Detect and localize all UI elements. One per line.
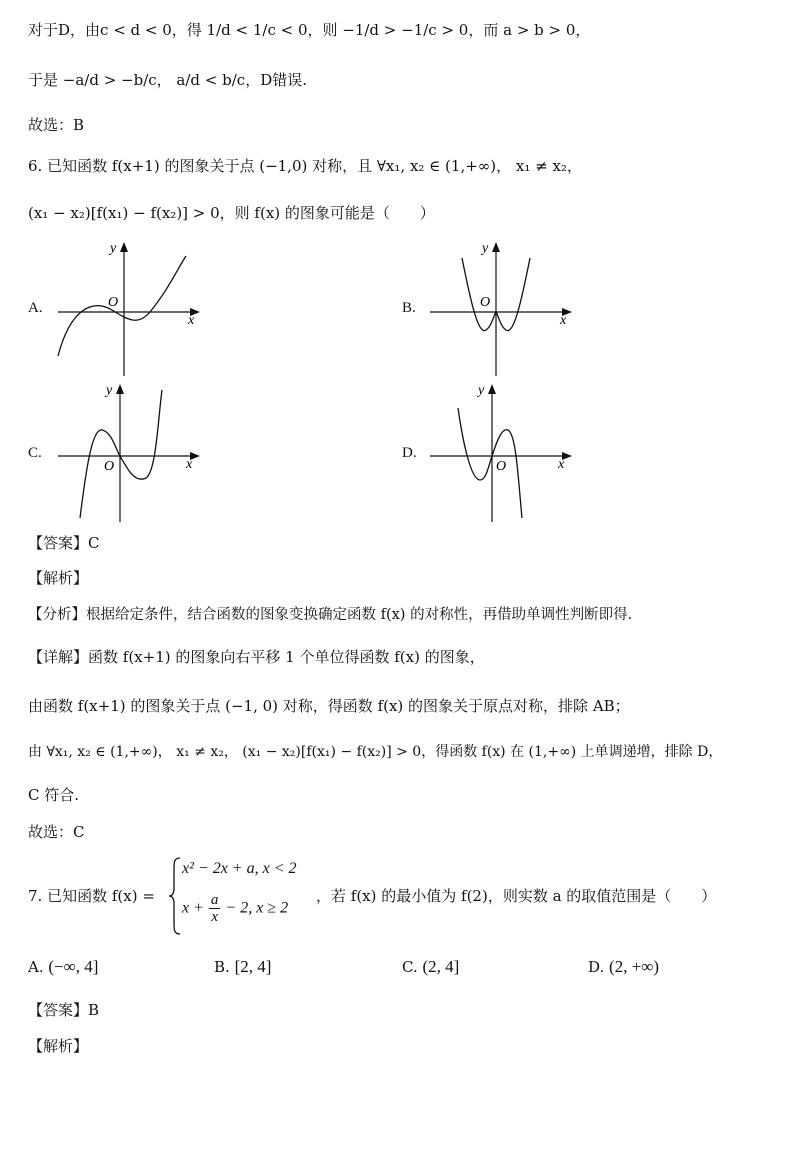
q6-stem-line-1: 6. 已知函数 f(x+1) 的图象关于点 (−1,0) 对称，且 ∀x₁, x₂ ∈ (1,+∞)， x₁ ≠ x₂， [28,157,582,175]
q6-graph-a [50,238,210,378]
q7-stem-prefix: 7. 已知函数 f(x) = [28,887,155,905]
q6-option-d-label: D. [402,445,417,461]
q7-option-b [214,957,271,977]
x-axis-label: x [558,457,565,472]
q6-analysis-heading: 【解析】 [28,569,89,587]
q7-piece-2-fraction [209,892,221,925]
y-axis-arrow-icon [120,242,128,252]
q6-option-c-label: C. [28,445,42,461]
y-axis-label: y [106,383,113,398]
q7-option-b-label: B. [214,958,230,976]
q7-answer: 【答案】B [28,1001,100,1019]
q7-option-a-label: A. [28,958,44,976]
origin-label: O [104,459,115,474]
q7-option-b-value: [2, 4] [234,957,272,976]
prev-solution-line-1: 对于D，由c < d < 0，得 1/d < 1/c < 0，则 −1/d > −1/c > 0，而 a > b > 0， [28,21,591,39]
origin-label: O [108,295,119,310]
q7-option-c-value: (2, 4] [422,957,460,976]
y-axis-label: y [478,383,485,398]
y-axis-label: y [110,241,117,256]
q7-piece-2 [182,892,288,925]
origin-label: O [496,459,507,474]
q7-piece-1: x² − 2x + a, x < 2 [182,860,297,877]
y-axis-arrow-icon [116,384,124,394]
curve [458,408,522,518]
q6-graph-b [422,238,582,378]
q7-option-a [28,957,98,977]
q6-option-b-label: B. [402,300,416,316]
q6-step-3: 由 ∀x₁, x₂ ∈ (1,+∞)， x₁ ≠ x₂， (x₁ − x₂)[f(x₁) − f(x₂)] > 0，得函数 f(x) 在 (1,+∞) 上单调递增，排除 D， [28,744,723,760]
x-axis-label: x [188,313,195,328]
q7-brace [168,856,182,936]
curve [58,256,186,356]
q7-analysis-heading: 【解析】 [28,1037,89,1055]
prev-solution-line-2: 于是 −a/d > −b/c， a/d < b/c，D错误. [28,71,307,89]
q7-piece-2-prefix: x + [182,899,204,917]
x-axis-label: x [560,313,567,328]
q6-stem-line-2: (x₁ − x₂)[f(x₁) − f(x₂)] > 0，则 f(x) 的图象可能是（ ） [28,204,435,222]
q7-option-c-label: C. [402,958,418,976]
q6-conclusion: 故选：C [28,823,85,841]
q6-graph-d [422,380,582,525]
q6-xiangjie: 【详解】函数 f(x+1) 的图象向右平移 1 个单位得函数 f(x) 的图象， [28,648,485,666]
q6-answer: 【答案】C [28,534,100,552]
q7-piece-2-numerator: a [210,892,219,908]
q6-step-4: C 符合. [28,786,80,804]
q7-stem-suffix: ，若 f(x) 的最小值为 f(2)，则实数 a 的取值范围是（ ） [316,887,717,905]
q7-piece-2-suffix: − 2, x ≥ 2 [225,899,289,917]
y-axis-label: y [482,241,489,256]
q6-step-2: 由函数 f(x+1) 的图象关于点 (−1, 0) 对称，得函数 f(x) 的图象关于原点对称，排除 AB； [28,697,630,715]
prev-solution-conclusion: 故选：B [28,116,85,134]
q7-piece-2-denominator: x [211,909,218,925]
q6-option-a-label: A. [28,300,43,316]
q6-graph-c [50,380,210,525]
q7-option-c [402,957,459,977]
q7-option-a-value: (−∞, 4] [48,957,99,976]
y-axis-arrow-icon [488,384,496,394]
q6-fenxi: 【分析】根据给定条件，结合函数的图象变换确定函数 f(x) 的对称性，再借助单调性判断即得. [28,607,633,623]
origin-label: O [480,295,491,310]
q7-option-d-label: D. [588,958,605,976]
curve [80,390,162,518]
x-axis-label: x [186,457,193,472]
q7-option-d [588,957,659,977]
q7-option-d-value: (2, +∞) [609,957,660,976]
y-axis-arrow-icon [492,242,500,252]
